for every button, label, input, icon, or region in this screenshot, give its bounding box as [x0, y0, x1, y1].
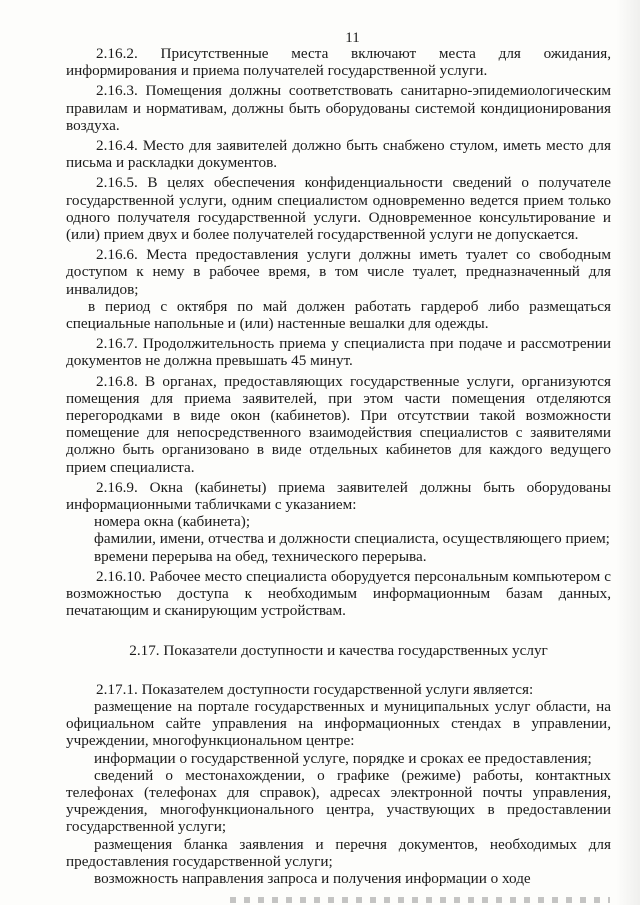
paragraph-2-16-9: 2.16.9. Окна (кабинеты) приема заявителей должны быть оборудованы информационными табличками с указанием: [66, 478, 611, 514]
list-item-specialist-name: фамилии, имени, отчества и должности специалиста, осуществляющего прием; [94, 530, 610, 548]
list-item-contacts: сведений о местонахождении, о графике (режиме) работы, контактных телефонах (телефонах для справок), адресах электронной почты управления, учреждения, многофункционального центра, участвующих в предоставлении государственной услуги; [66, 766, 611, 836]
paragraph-2-16-6: 2.16.6. Места предоставления услуги должны иметь туалет со свободным доступом к нему в рабочее время, в том числе туалет, предназначенный для инвалидов; [66, 246, 611, 298]
paragraph-2-16-8: 2.16.8. В органах, предоставляющих государственные услуги, организуются помещения для приема заявителей, при этом части помещения отделяются перегородками в виде окон (кабинетов). При отсутствии такой возможности помещение для непосредственного взаимодействия специалистов с заявителями должно быть организовано в виде отдельных кабинетов для каждого ведущего прием специалиста. [66, 372, 611, 476]
scan-bottom-artifact [230, 897, 610, 903]
paragraph-2-17-1: 2.17.1. Показателем доступности государственной услуги является: [96, 680, 534, 698]
paragraph-2-16-3: 2.16.3. Помещения должны соответствовать санитарно-эпидемиологическим правилам и нормативам, должны быть оборудованы системой кондиционирования воздуха. [66, 82, 611, 134]
scan-edge-shadow [616, 0, 640, 905]
paragraph-2-16-10: 2.16.10. Рабочее место специалиста оборудуется персональным компьютером с возможностью доступа к необходимым информационным базам данных, печатающим и сканирующим устройствам. [66, 567, 611, 620]
paragraph-portal-placement: размещение на портале государственных и муниципальных услуг области, на официальном сайте управления на информационных стендах в управлении, учреждении, многофункциональном центре: [66, 697, 611, 750]
list-item-break-time: времени перерыва на обед, технического перерыва. [94, 547, 427, 565]
list-item-request-possibility: возможность направления запроса и получения информации о ходе [94, 869, 531, 887]
paragraph-cloakroom: в период с октября по май должен работать гардероб либо размещаться специальные напольные и (или) настенные вешалки для одежды. [66, 297, 611, 333]
list-item-application-form: размещения бланка заявления и перечня документов, необходимых для предоставления государственной услуги; [66, 835, 611, 870]
list-item-window-number: номера окна (кабинета); [94, 513, 251, 531]
paragraph-2-16-4: 2.16.4. Место для заявителей должно быть снабжено стулом, иметь место для письма и раскладки документов. [66, 137, 611, 172]
paragraph-2-16-5: 2.16.5. В целях обеспечения конфиденциальности сведений о получателе государственной услуги, одним специалистом одновременно ведется прием только одного получателя государственной услуги. Одновременное консультирование и (или) прием двух и более получателей государственной услуги не допускается. [66, 174, 611, 244]
page-number: 11 [345, 30, 360, 46]
paragraph-2-16-7: 2.16.7. Продолжительность приема у специалиста при подаче и рассмотрении документов не должна превышать 45 минут. [66, 335, 611, 370]
section-heading: 2.17. Показатели доступности и качества государственных услуг [129, 641, 548, 659]
document-body [66, 45, 611, 887]
paragraph-2-16-2: 2.16.2. Присутственные места включают места для ожидания, информирования и приема получателей государственной услуги. [66, 45, 611, 80]
list-item-service-info: информации о государственной услуге, порядке и сроках ее предоставления; [94, 749, 592, 767]
